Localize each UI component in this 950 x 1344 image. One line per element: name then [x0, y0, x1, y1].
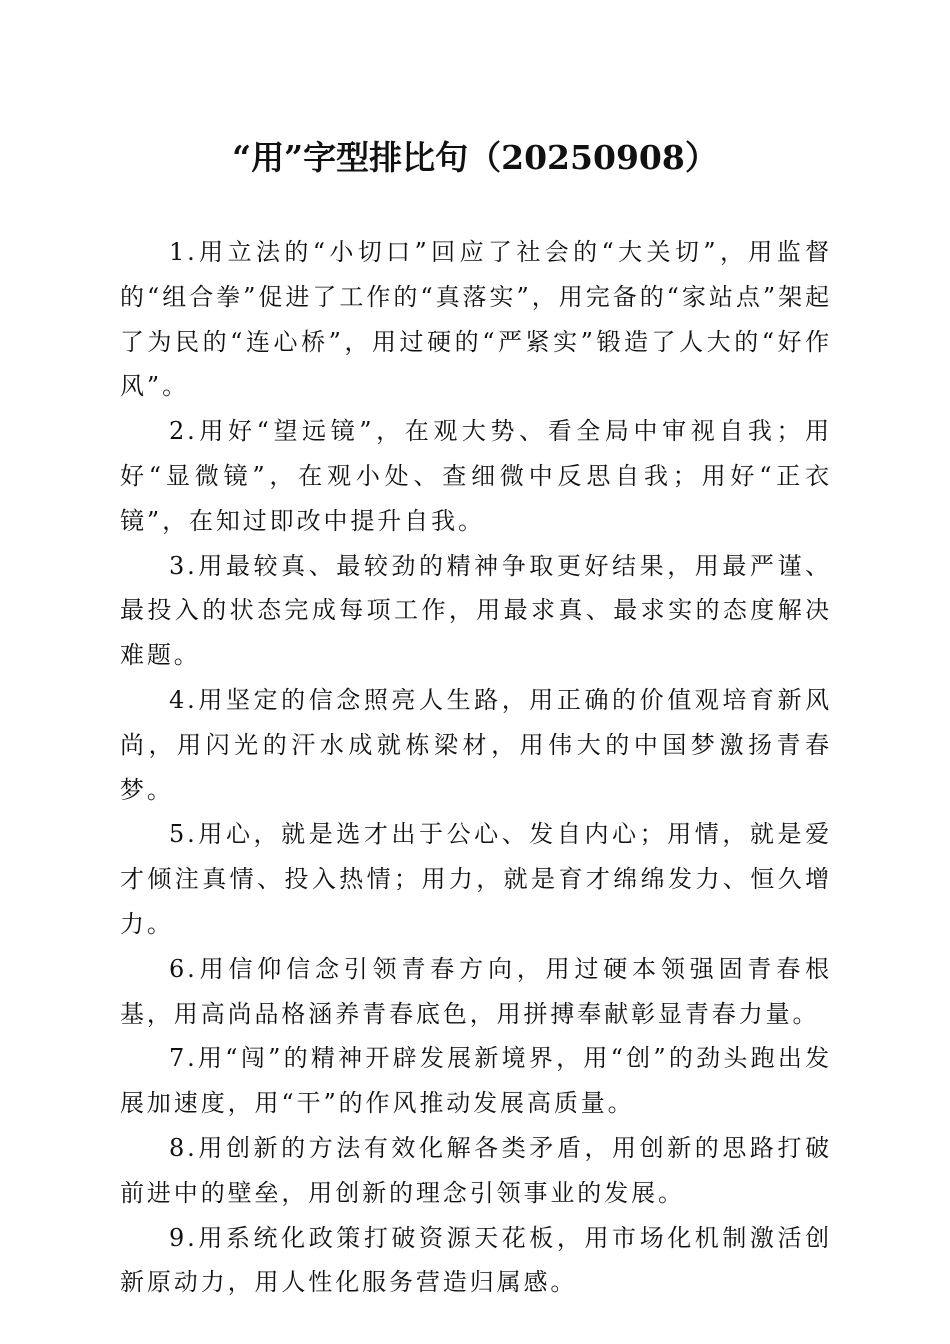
paragraph-4: 4.用坚定的信念照亮人生路，用正确的价值观培育新风尚，用闪光的汗水成就栋梁材，用伟大的中国梦激扬青春梦。	[120, 685, 832, 804]
paragraph-1: 1.用立法的“小切口”回应了社会的“大关切”，用监督的“组合拳”促进了工作的“真落实”，用完备的“家站点”架起了为民的“连心桥”，用过硬的“严紧实”锻造了人大的“好作风”。	[120, 238, 832, 401]
paragraph-7: 7.用“闯”的精神开辟发展新境界，用“创”的劲头跑出发展加速度，用“干”的作风推动发展高质量。	[120, 1044, 832, 1118]
paragraph-8: 8.用创新的方法有效化解各类矛盾，用创新的思路打破前进中的壁垒，用创新的理念引领事业的发展。	[120, 1133, 832, 1207]
document-title: “用”字型排比句（20250908）	[232, 138, 718, 177]
paragraph-6: 6.用信仰信念引领青春方向，用过硬本领强固青春根基，用高尚品格涵养青春底色，用拼搏奉献彰显青春力量。	[120, 954, 832, 1028]
paragraph-2: 2.用好“望远镜”，在观大势、看全局中审视自我；用好“显微镜”，在观小处、查细微中反思自我；用好“正衣镜”，在知过即改中提升自我。	[120, 417, 832, 535]
document-body	[120, 230, 832, 1305]
paragraph-3: 3.用最较真、最较劲的精神争取更好结果，用最严谨、最投入的状态完成每项工作，用最求真、最求实的态度解决难题。	[120, 551, 832, 670]
paragraph-5: 5.用心，就是选才出于公心、发自内心；用情，就是爱才倾注真情、投入热情；用力，就是育才绵绵发力、恒久增力。	[120, 820, 832, 938]
paragraph-9: 9.用系统化政策打破资源天花板，用市场化机制激活创新原动力，用人性化服务营造归属感。	[120, 1223, 832, 1297]
